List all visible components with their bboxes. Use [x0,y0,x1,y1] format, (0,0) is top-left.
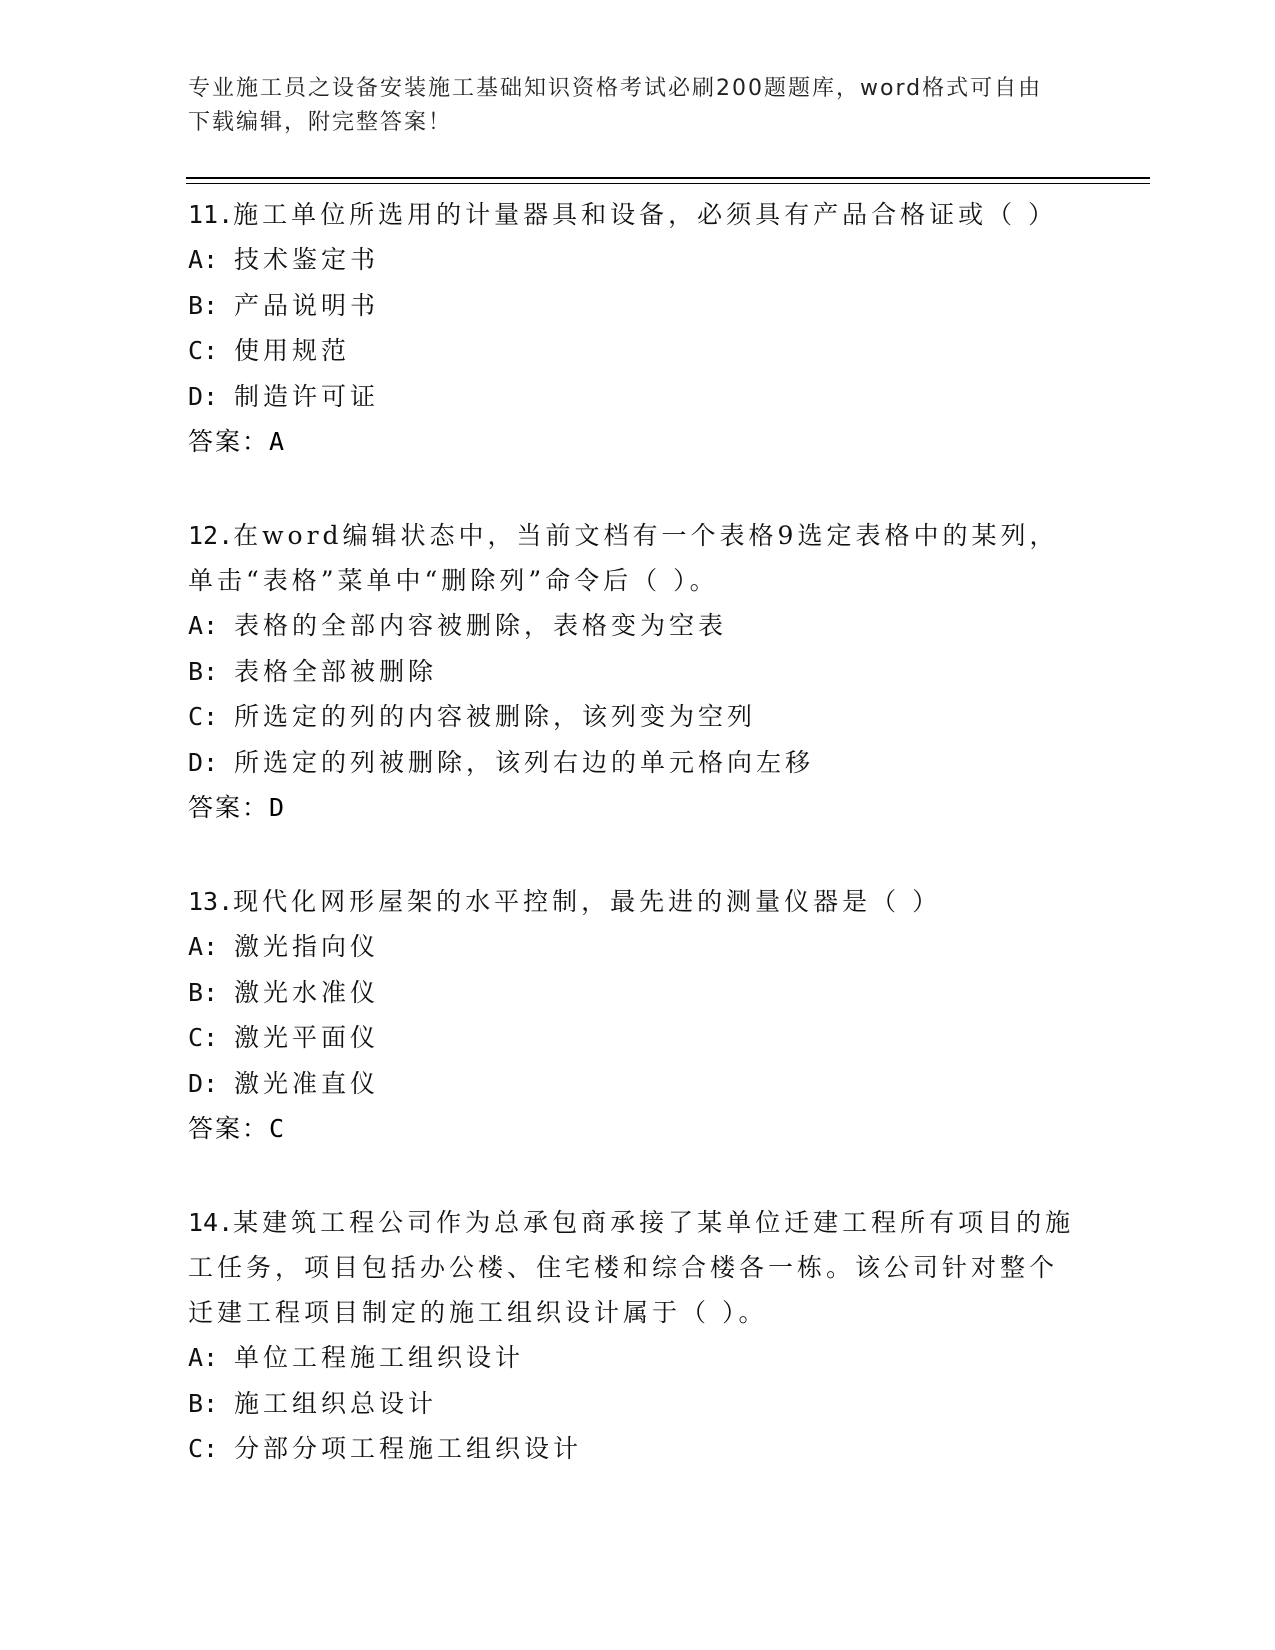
option-key: C: [188,336,219,365]
option-text: 使用规范 [234,336,351,365]
answer-line [188,785,1108,831]
question-number: 13. [188,887,234,916]
question-stem-line: 某建筑工程公司作为总承包商承接了某单位迁建工程所有项目的施 [233,1208,1075,1237]
question-list [188,188,1108,1472]
option-d [188,374,1108,420]
question-stem-line: 现代化网形屋架的水平控制，最先进的测量仪器是（ ） [233,887,942,916]
option-d [188,740,1108,786]
question-stem [188,509,1108,603]
option-text: 施工组织总设计 [234,1388,438,1418]
option-text: 分部分项工程施工组织设计 [234,1434,583,1463]
question-12 [188,509,1108,831]
option-text: 激光水准仪 [234,977,380,1007]
question-stem-line: 迁建工程项目制定的施工组织设计属于（ ）。 [188,1298,768,1327]
question-13 [188,875,1108,1152]
question-stem [188,188,1108,237]
option-b [188,970,1108,1016]
option-c [188,694,1108,740]
option-key: A: [188,611,219,640]
option-c [188,1015,1108,1061]
option-text: 激光准直仪 [234,1068,380,1098]
question-number: 11. [188,200,234,229]
option-c [188,1426,1108,1472]
option-key: B: [188,290,219,320]
question-stem-line: 单击“表格”菜单中“删除列”命令后（ ）。 [188,566,719,595]
question-stem [188,875,1108,924]
option-b [188,283,1108,329]
option-text: 单位工程施工组织设计 [234,1343,525,1372]
answer-label: 答案： [188,427,270,456]
option-key: B: [188,977,219,1007]
option-text: 所选定的列被删除，该列右边的单元格向左移 [234,747,815,777]
option-text: 表格的全部内容被删除，表格变为空表 [234,611,728,640]
question-11 [188,188,1108,465]
option-text: 制造许可证 [234,381,380,411]
question-number: 14. [188,1208,234,1237]
option-text: 激光指向仪 [234,932,380,961]
option-a [188,237,1108,283]
option-key: A: [188,932,219,961]
option-key: D: [188,381,219,411]
answer-value: A [269,427,287,456]
option-d [188,1061,1108,1107]
question-stem-line: 施工单位所选用的计量器具和设备，必须具有产品合格证或（ ） [233,200,1058,229]
option-key: C: [188,702,219,731]
option-text: 技术鉴定书 [234,245,380,274]
answer-label: 答案： [188,793,270,822]
answer-value: C [269,1114,287,1143]
option-key: A: [188,1343,219,1372]
option-text: 产品说明书 [234,290,380,320]
option-a [188,603,1108,649]
question-stem-line: 工任务，项目包括办公楼、住宅楼和综合楼各一栋。该公司针对整个 [188,1253,1059,1282]
option-text: 所选定的列的内容被删除，该列变为空列 [234,702,757,731]
answer-line [188,1106,1108,1152]
answer-label: 答案： [188,1114,270,1143]
option-b [188,649,1108,695]
answer-value: D [269,793,287,822]
header-rule-thin [186,183,1150,184]
header-title-line-2: 下载编辑，附完整答案！ [188,110,453,135]
option-key: D: [188,747,219,777]
option-c [188,328,1108,374]
option-text: 表格全部被删除 [234,656,438,686]
option-text: 激光平面仪 [234,1023,380,1052]
option-key: A: [188,245,219,274]
option-key: B: [188,656,219,686]
question-stem-line: 在word编辑状态中，当前文档有一个表格9选定表格中的某列， [233,521,1059,550]
question-number: 12. [188,521,234,550]
question-stem [188,1196,1108,1335]
option-a [188,1335,1108,1381]
option-b [188,1381,1108,1427]
answer-line [188,419,1108,465]
option-key: C: [188,1434,219,1463]
option-key: D: [188,1068,219,1098]
header-title-line-1: 专业施工员之设备安装施工基础知识资格考试必刷200题题库，word格式可自由 [188,76,1043,101]
question-14 [188,1196,1108,1472]
option-a [188,924,1108,970]
document-header [188,72,1088,140]
option-key: C: [188,1023,219,1052]
header-rule-thick [186,177,1150,179]
option-key: B: [188,1388,219,1418]
